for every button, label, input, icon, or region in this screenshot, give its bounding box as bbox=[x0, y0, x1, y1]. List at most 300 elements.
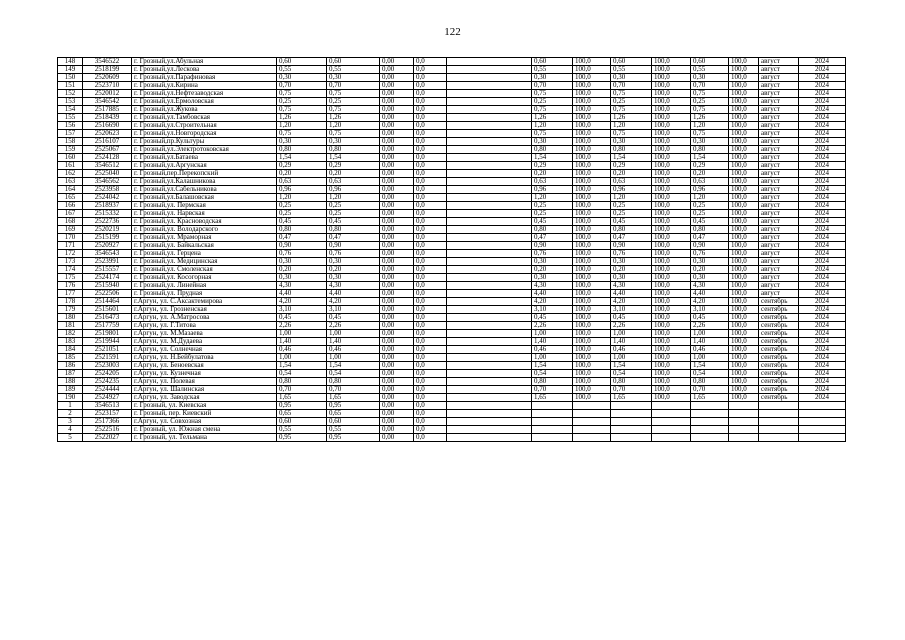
cell-row-number: 154 bbox=[58, 106, 83, 114]
cell-address: г. Грозный,ул.Жукова bbox=[132, 106, 277, 114]
cell-row-number: 174 bbox=[58, 266, 83, 274]
cell-value-d: 0,0 bbox=[414, 282, 447, 290]
cell-month: август bbox=[759, 194, 799, 202]
cell-percent-f: 100,0 bbox=[652, 162, 691, 170]
cell-value-g: 1,00 bbox=[691, 330, 729, 338]
cell-percent-e: 100,0 bbox=[573, 386, 611, 394]
cell-percent-g: 100,0 bbox=[729, 74, 759, 82]
cell-value-c: 0,00 bbox=[380, 354, 414, 362]
cell-value-b: 0,75 bbox=[327, 130, 380, 138]
cell-value-g bbox=[691, 410, 729, 418]
cell-row-number: 189 bbox=[58, 386, 83, 394]
cell-code: 2524235 bbox=[83, 378, 132, 386]
cell-value-e: 0,80 bbox=[532, 378, 573, 386]
cell-value-b: 0,30 bbox=[327, 274, 380, 282]
cell-value-f: 1,20 bbox=[611, 122, 652, 130]
cell-row-number: 162 bbox=[58, 170, 83, 178]
cell-value-f: 0,20 bbox=[611, 170, 652, 178]
cell-value-b: 1,40 bbox=[327, 338, 380, 346]
cell-value-b: 0,70 bbox=[327, 82, 380, 90]
cell-value-g: 0,25 bbox=[691, 202, 729, 210]
cell-value-g: 0,96 bbox=[691, 186, 729, 194]
cell-value-c: 0,00 bbox=[380, 378, 414, 386]
cell-value-d: 0,0 bbox=[414, 354, 447, 362]
cell-percent-e: 100,0 bbox=[573, 98, 611, 106]
cell-percent-g: 100,0 bbox=[729, 114, 759, 122]
cell-code: 2515332 bbox=[83, 210, 132, 218]
cell-percent-g: 100,0 bbox=[729, 106, 759, 114]
cell-value-f: 0,45 bbox=[611, 314, 652, 322]
cell-percent-e: 100,0 bbox=[573, 202, 611, 210]
cell-value-e: 0,30 bbox=[532, 138, 573, 146]
cell-blank bbox=[447, 362, 532, 370]
cell-value-e: 0,20 bbox=[532, 266, 573, 274]
cell-code: 2515940 bbox=[83, 282, 132, 290]
cell-value-a: 0,20 bbox=[277, 266, 327, 274]
cell-value-f: 4,30 bbox=[611, 282, 652, 290]
cell-value-d: 0,0 bbox=[414, 58, 447, 66]
cell-value-e bbox=[532, 418, 573, 426]
cell-percent-g: 100,0 bbox=[729, 170, 759, 178]
cell-value-c: 0,00 bbox=[380, 226, 414, 234]
cell-value-g bbox=[691, 402, 729, 410]
cell-percent-g: 100,0 bbox=[729, 298, 759, 306]
cell-value-b: 1,54 bbox=[327, 362, 380, 370]
cell-blank bbox=[447, 410, 532, 418]
cell-value-a: 0,25 bbox=[277, 202, 327, 210]
cell-year: 2024 bbox=[799, 242, 846, 250]
cell-blank bbox=[447, 194, 532, 202]
cell-value-a: 0,95 bbox=[277, 402, 327, 410]
cell-blank bbox=[447, 418, 532, 426]
cell-value-c: 0,00 bbox=[380, 306, 414, 314]
cell-address: г.Аргун, ул. Грозненская bbox=[132, 306, 277, 314]
table-row bbox=[58, 114, 846, 122]
cell-month: август bbox=[759, 66, 799, 74]
cell-code: 2524205 bbox=[83, 370, 132, 378]
cell-row-number: 149 bbox=[58, 66, 83, 74]
cell-year: 2024 bbox=[799, 314, 846, 322]
cell-value-f: 0,30 bbox=[611, 138, 652, 146]
cell-address: г.Аргун, ул. Шалинская bbox=[132, 386, 277, 394]
cell-percent-e: 100,0 bbox=[573, 242, 611, 250]
cell-percent-f: 100,0 bbox=[652, 362, 691, 370]
cell-row-number: 156 bbox=[58, 122, 83, 130]
cell-blank bbox=[447, 242, 532, 250]
cell-percent-e: 100,0 bbox=[573, 114, 611, 122]
cell-value-f: 0,75 bbox=[611, 130, 652, 138]
cell-value-d: 0,0 bbox=[414, 394, 447, 402]
cell-value-c: 0,00 bbox=[380, 250, 414, 258]
table-row bbox=[58, 130, 846, 138]
cell-value-g bbox=[691, 434, 729, 442]
cell-row-number: 155 bbox=[58, 114, 83, 122]
cell-address: г.Аргун, ул. Беноевская bbox=[132, 362, 277, 370]
table-row bbox=[58, 98, 846, 106]
cell-month: сентябрь bbox=[759, 394, 799, 402]
cell-percent-e: 100,0 bbox=[573, 282, 611, 290]
cell-row-number: 188 bbox=[58, 378, 83, 386]
cell-percent-g: 100,0 bbox=[729, 274, 759, 282]
cell-value-c: 0,00 bbox=[380, 314, 414, 322]
cell-blank bbox=[447, 378, 532, 386]
cell-address: г.Аргун, ул. С.Аксактемирова bbox=[132, 298, 277, 306]
cell-value-c: 0,00 bbox=[380, 162, 414, 170]
cell-year bbox=[799, 418, 846, 426]
cell-year: 2024 bbox=[799, 178, 846, 186]
table-row bbox=[58, 338, 846, 346]
cell-row-number: 167 bbox=[58, 210, 83, 218]
cell-year bbox=[799, 426, 846, 434]
cell-percent-e: 100,0 bbox=[573, 258, 611, 266]
cell-percent-f: 100,0 bbox=[652, 386, 691, 394]
cell-row-number: 183 bbox=[58, 338, 83, 346]
cell-blank bbox=[447, 314, 532, 322]
cell-value-c: 0,00 bbox=[380, 66, 414, 74]
cell-percent-g: 100,0 bbox=[729, 122, 759, 130]
cell-value-d: 0,0 bbox=[414, 370, 447, 378]
cell-percent-f bbox=[652, 410, 691, 418]
cell-row-number: 164 bbox=[58, 186, 83, 194]
cell-value-g: 0,70 bbox=[691, 386, 729, 394]
cell-value-d: 0,0 bbox=[414, 290, 447, 298]
cell-blank bbox=[447, 258, 532, 266]
cell-value-c: 0,00 bbox=[380, 74, 414, 82]
cell-code: 3546543 bbox=[83, 250, 132, 258]
cell-value-b: 0,95 bbox=[327, 434, 380, 442]
cell-value-e: 1,40 bbox=[532, 338, 573, 346]
cell-year: 2024 bbox=[799, 194, 846, 202]
table-row bbox=[58, 266, 846, 274]
cell-year: 2024 bbox=[799, 162, 846, 170]
cell-percent-e: 100,0 bbox=[573, 250, 611, 258]
cell-value-a: 0,46 bbox=[277, 346, 327, 354]
cell-percent-g bbox=[729, 434, 759, 442]
cell-year: 2024 bbox=[799, 378, 846, 386]
cell-value-g: 1,54 bbox=[691, 154, 729, 162]
cell-percent-e bbox=[573, 402, 611, 410]
cell-year bbox=[799, 410, 846, 418]
cell-value-c: 0,00 bbox=[380, 114, 414, 122]
cell-blank bbox=[447, 106, 532, 114]
cell-month: август bbox=[759, 186, 799, 194]
cell-percent-f: 100,0 bbox=[652, 154, 691, 162]
cell-address: г. Грозный,ул.Ермоловская bbox=[132, 98, 277, 106]
cell-percent-f bbox=[652, 402, 691, 410]
cell-percent-f: 100,0 bbox=[652, 66, 691, 74]
cell-year: 2024 bbox=[799, 66, 846, 74]
cell-value-g: 1,54 bbox=[691, 362, 729, 370]
cell-year: 2024 bbox=[799, 362, 846, 370]
cell-value-b: 0,80 bbox=[327, 226, 380, 234]
cell-percent-e: 100,0 bbox=[573, 82, 611, 90]
cell-code: 2524927 bbox=[83, 394, 132, 402]
cell-value-f: 1,00 bbox=[611, 354, 652, 362]
cell-year: 2024 bbox=[799, 218, 846, 226]
cell-percent-e: 100,0 bbox=[573, 58, 611, 66]
cell-percent-e: 100,0 bbox=[573, 234, 611, 242]
cell-address: г. Грозный, ул. Южная смена bbox=[132, 426, 277, 434]
cell-code: 2522736 bbox=[83, 218, 132, 226]
cell-year: 2024 bbox=[799, 386, 846, 394]
cell-value-c: 0,00 bbox=[380, 346, 414, 354]
cell-year: 2024 bbox=[799, 202, 846, 210]
cell-percent-e: 100,0 bbox=[573, 218, 611, 226]
cell-value-c: 0,00 bbox=[380, 338, 414, 346]
cell-code: 2516690 bbox=[83, 122, 132, 130]
cell-code: 2523958 bbox=[83, 186, 132, 194]
table-row bbox=[58, 186, 846, 194]
table-row bbox=[58, 226, 846, 234]
cell-address: г.Аргун, ул. А.Матросова bbox=[132, 314, 277, 322]
page-number: 122 bbox=[444, 26, 461, 38]
cell-percent-f: 100,0 bbox=[652, 370, 691, 378]
cell-address: г.Аргун, ул. Н.Бейбулатова bbox=[132, 354, 277, 362]
cell-month: август bbox=[759, 178, 799, 186]
cell-percent-f: 100,0 bbox=[652, 250, 691, 258]
cell-year: 2024 bbox=[799, 186, 846, 194]
table-row bbox=[58, 426, 846, 434]
cell-percent-g: 100,0 bbox=[729, 90, 759, 98]
cell-percent-e: 100,0 bbox=[573, 74, 611, 82]
cell-value-e: 0,96 bbox=[532, 186, 573, 194]
cell-year: 2024 bbox=[799, 210, 846, 218]
cell-value-f bbox=[611, 402, 652, 410]
cell-value-a: 0,25 bbox=[277, 210, 327, 218]
cell-year: 2024 bbox=[799, 274, 846, 282]
cell-value-e bbox=[532, 434, 573, 442]
cell-value-c: 0,00 bbox=[380, 298, 414, 306]
cell-blank bbox=[447, 386, 532, 394]
cell-address: г. Грозный,ул. Мраморная bbox=[132, 234, 277, 242]
table-row bbox=[58, 242, 846, 250]
cell-percent-e bbox=[573, 410, 611, 418]
cell-value-b: 0,54 bbox=[327, 370, 380, 378]
cell-value-c: 0,00 bbox=[380, 202, 414, 210]
cell-year: 2024 bbox=[799, 346, 846, 354]
cell-year: 2024 bbox=[799, 58, 846, 66]
cell-blank bbox=[447, 274, 532, 282]
cell-value-e: 0,90 bbox=[532, 242, 573, 250]
cell-row-number: 170 bbox=[58, 234, 83, 242]
cell-month: сентябрь bbox=[759, 298, 799, 306]
cell-value-d: 0,0 bbox=[414, 314, 447, 322]
cell-percent-g: 100,0 bbox=[729, 234, 759, 242]
cell-value-g: 1,00 bbox=[691, 354, 729, 362]
cell-value-a: 1,00 bbox=[277, 330, 327, 338]
table-row bbox=[58, 258, 846, 266]
cell-value-g: 3,10 bbox=[691, 306, 729, 314]
cell-value-c: 0,00 bbox=[380, 186, 414, 194]
cell-value-b: 0,90 bbox=[327, 242, 380, 250]
cell-code: 2522516 bbox=[83, 426, 132, 434]
cell-value-b: 0,65 bbox=[327, 410, 380, 418]
cell-value-f: 0,30 bbox=[611, 258, 652, 266]
cell-month: сентябрь bbox=[759, 330, 799, 338]
cell-value-f: 1,54 bbox=[611, 154, 652, 162]
cell-year: 2024 bbox=[799, 338, 846, 346]
cell-value-f: 4,40 bbox=[611, 290, 652, 298]
cell-code: 3546542 bbox=[83, 98, 132, 106]
cell-value-b: 4,30 bbox=[327, 282, 380, 290]
cell-blank bbox=[447, 210, 532, 218]
cell-value-b: 0,29 bbox=[327, 162, 380, 170]
cell-value-e: 4,20 bbox=[532, 298, 573, 306]
cell-percent-f: 100,0 bbox=[652, 98, 691, 106]
cell-value-d: 0,0 bbox=[414, 138, 447, 146]
cell-percent-f bbox=[652, 418, 691, 426]
cell-value-f: 0,76 bbox=[611, 250, 652, 258]
cell-month bbox=[759, 418, 799, 426]
table-row bbox=[58, 210, 846, 218]
cell-value-a: 0,65 bbox=[277, 410, 327, 418]
cell-value-f: 0,63 bbox=[611, 178, 652, 186]
cell-value-f: 0,29 bbox=[611, 162, 652, 170]
cell-value-a: 0,75 bbox=[277, 106, 327, 114]
cell-code: 2524444 bbox=[83, 386, 132, 394]
cell-address: г.Аргун, ул. М.Мазаева bbox=[132, 330, 277, 338]
cell-value-e: 1,20 bbox=[532, 122, 573, 130]
table-row bbox=[58, 330, 846, 338]
cell-percent-f: 100,0 bbox=[652, 82, 691, 90]
cell-value-g bbox=[691, 418, 729, 426]
cell-row-number: 168 bbox=[58, 218, 83, 226]
cell-month bbox=[759, 434, 799, 442]
cell-percent-e: 100,0 bbox=[573, 90, 611, 98]
cell-value-a: 0,30 bbox=[277, 274, 327, 282]
cell-value-g: 0,75 bbox=[691, 90, 729, 98]
cell-value-g: 0,80 bbox=[691, 226, 729, 234]
cell-value-d: 0,0 bbox=[414, 90, 447, 98]
cell-percent-g: 100,0 bbox=[729, 290, 759, 298]
cell-month: август bbox=[759, 274, 799, 282]
cell-value-c: 0,00 bbox=[380, 266, 414, 274]
cell-percent-f: 100,0 bbox=[652, 306, 691, 314]
cell-value-g: 0,20 bbox=[691, 266, 729, 274]
cell-blank bbox=[447, 218, 532, 226]
table-row bbox=[58, 298, 846, 306]
cell-value-b: 0,63 bbox=[327, 178, 380, 186]
cell-month: август bbox=[759, 82, 799, 90]
cell-value-f: 3,10 bbox=[611, 306, 652, 314]
cell-row-number: 176 bbox=[58, 282, 83, 290]
cell-percent-e: 100,0 bbox=[573, 266, 611, 274]
cell-address: г. Грозный,ул. Косогорная bbox=[132, 274, 277, 282]
table-row bbox=[58, 106, 846, 114]
cell-value-d: 0,0 bbox=[414, 226, 447, 234]
cell-value-g: 1,65 bbox=[691, 394, 729, 402]
cell-value-b: 1,26 bbox=[327, 114, 380, 122]
cell-value-d: 0,0 bbox=[414, 74, 447, 82]
table-row bbox=[58, 90, 846, 98]
cell-address: г.Аргун, ул. М.Дудаева bbox=[132, 338, 277, 346]
cell-value-a: 0,90 bbox=[277, 242, 327, 250]
cell-value-c: 0,00 bbox=[380, 290, 414, 298]
cell-row-number: 5 bbox=[58, 434, 83, 442]
cell-year bbox=[799, 434, 846, 442]
cell-address: г. Грозный,ул. Пермская bbox=[132, 202, 277, 210]
cell-value-e: 0,63 bbox=[532, 178, 573, 186]
cell-percent-g: 100,0 bbox=[729, 98, 759, 106]
cell-percent-e: 100,0 bbox=[573, 290, 611, 298]
cell-row-number: 175 bbox=[58, 274, 83, 282]
cell-code: 2525067 bbox=[83, 146, 132, 154]
cell-row-number: 172 bbox=[58, 250, 83, 258]
cell-value-f: 0,70 bbox=[611, 82, 652, 90]
cell-value-a: 0,95 bbox=[277, 434, 327, 442]
cell-value-b: 0,25 bbox=[327, 202, 380, 210]
cell-percent-f: 100,0 bbox=[652, 258, 691, 266]
cell-percent-e: 100,0 bbox=[573, 306, 611, 314]
cell-value-d: 0,0 bbox=[414, 418, 447, 426]
cell-percent-e: 100,0 bbox=[573, 186, 611, 194]
cell-month: август bbox=[759, 146, 799, 154]
cell-value-a: 1,00 bbox=[277, 354, 327, 362]
cell-percent-f: 100,0 bbox=[652, 314, 691, 322]
cell-value-g: 0,54 bbox=[691, 370, 729, 378]
cell-code: 2517759 bbox=[83, 322, 132, 330]
cell-percent-g: 100,0 bbox=[729, 226, 759, 234]
cell-row-number: 161 bbox=[58, 162, 83, 170]
table-row bbox=[58, 138, 846, 146]
cell-value-f: 0,25 bbox=[611, 98, 652, 106]
cell-row-number: 2 bbox=[58, 410, 83, 418]
cell-row-number: 171 bbox=[58, 242, 83, 250]
cell-value-e: 0,55 bbox=[532, 66, 573, 74]
cell-value-e: 0,76 bbox=[532, 250, 573, 258]
cell-percent-g bbox=[729, 402, 759, 410]
cell-percent-e: 100,0 bbox=[573, 170, 611, 178]
cell-percent-g: 100,0 bbox=[729, 394, 759, 402]
cell-blank bbox=[447, 82, 532, 90]
cell-value-g: 0,90 bbox=[691, 242, 729, 250]
cell-row-number: 157 bbox=[58, 130, 83, 138]
cell-code: 3546513 bbox=[83, 402, 132, 410]
table-row bbox=[58, 402, 846, 410]
cell-address: г. Грозный,ул.Кирина bbox=[132, 82, 277, 90]
cell-address: г. Грозный,ул.Абульная bbox=[132, 58, 277, 66]
cell-percent-f: 100,0 bbox=[652, 218, 691, 226]
cell-percent-e: 100,0 bbox=[573, 322, 611, 330]
cell-address: г. Грозный,ул.Нефтезаводская bbox=[132, 90, 277, 98]
cell-month: сентябрь bbox=[759, 322, 799, 330]
cell-year bbox=[799, 402, 846, 410]
table-row bbox=[58, 66, 846, 74]
cell-value-a: 1,54 bbox=[277, 154, 327, 162]
cell-value-f: 0,96 bbox=[611, 186, 652, 194]
cell-year: 2024 bbox=[799, 90, 846, 98]
cell-code: 2519801 bbox=[83, 330, 132, 338]
cell-value-g: 0,55 bbox=[691, 66, 729, 74]
cell-percent-f: 100,0 bbox=[652, 234, 691, 242]
cell-value-a: 0,70 bbox=[277, 82, 327, 90]
cell-value-f: 0,70 bbox=[611, 386, 652, 394]
cell-value-d: 0,0 bbox=[414, 194, 447, 202]
cell-value-b: 0,60 bbox=[327, 418, 380, 426]
cell-value-a: 1,40 bbox=[277, 338, 327, 346]
cell-code: 2518937 bbox=[83, 202, 132, 210]
cell-value-e: 1,26 bbox=[532, 114, 573, 122]
cell-value-f: 1,20 bbox=[611, 194, 652, 202]
cell-value-c: 0,00 bbox=[380, 178, 414, 186]
table-row bbox=[58, 362, 846, 370]
cell-percent-f: 100,0 bbox=[652, 178, 691, 186]
cell-value-b: 0,30 bbox=[327, 258, 380, 266]
cell-value-e bbox=[532, 410, 573, 418]
cell-percent-g: 100,0 bbox=[729, 354, 759, 362]
cell-value-g: 1,20 bbox=[691, 122, 729, 130]
cell-value-f: 2,26 bbox=[611, 322, 652, 330]
